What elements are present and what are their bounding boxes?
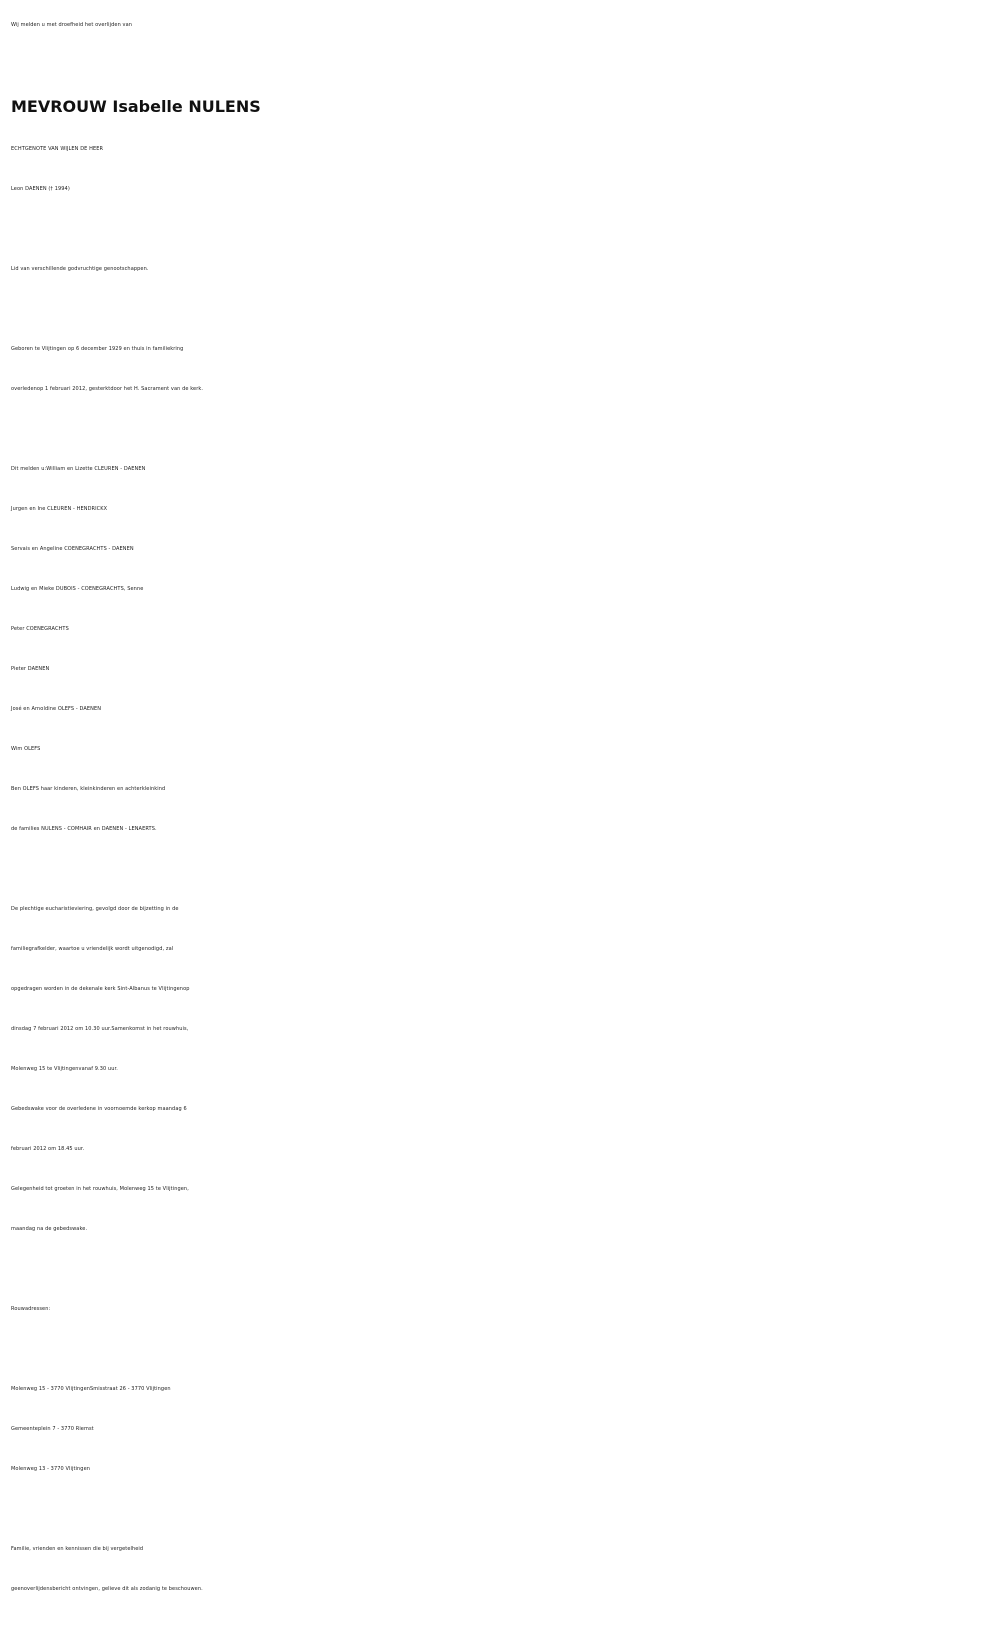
address-line: Molenweg 15 - 3770 VlijtingenSmisstraat 26 - 3770 Vlijtingen <box>11 1386 171 1392</box>
ceremony-line: familiegrafkelder, waartoe u vriendelijk wordt uitgenodigd, zal <box>11 946 174 952</box>
birth-death-line: Geboren te Vlijtingen op 6 december 1929 en thuis in familiekring <box>11 346 184 352</box>
spouse-line-2: Leon DAENEN († 1994) <box>11 186 70 192</box>
ceremony-line: Gelegenheid tot groeten in het rouwhuis, Molenweg 15 te Vlijtingen, <box>11 1186 189 1192</box>
announcer-line: de families NULENS - COMHAIR en DAENEN - LENAERTS. <box>11 826 157 832</box>
announcer-line: Ludwig en Mieke DUBOIS - COENEGRACHTS, Senne <box>11 586 144 592</box>
address-line: Molenweg 13 - 3770 Vlijtingen <box>11 1466 91 1472</box>
spacer <box>11 1329 996 1369</box>
spacer <box>11 1489 996 1529</box>
announcer-line: Pieter DAENEN <box>11 666 50 672</box>
announcer-line: José en Arnoldine OLEFS - DAENEN <box>11 706 102 712</box>
spouse-line-1: ECHTGENOTE VAN WIJLEN DE HEER <box>11 146 104 152</box>
ceremony-line: Gebedswake voor de overledene in voornoemde kerkop maandag 6 <box>11 1106 187 1112</box>
address-line: Gemeenteplein 7 - 3770 Riemst <box>11 1426 94 1432</box>
announcer-line: Wim OLEFS <box>11 746 41 752</box>
obituary-notice <box>11 5 996 1609</box>
addresses-heading: Rouwadressen: <box>11 1306 51 1312</box>
announcer-line: Peter COENEGRACHTS <box>11 626 69 632</box>
announcer-line: Dit melden u:William en Lizette CLEUREN - DAENEN <box>11 466 146 472</box>
announcer-line: Jurgen en Ine CLEUREN - HENDRICKX <box>11 506 108 512</box>
spacer <box>11 209 996 249</box>
announcer-line: Ben OLEFS haar kinderen, kleinkinderen en achterkleinkind <box>11 786 166 792</box>
ceremony-line: De plechtige eucharistieviering, gevolgd door de bijzetting in de <box>11 906 179 912</box>
ceremony-line: dinsdag 7 februari 2012 om 10.30 uur.Samenkomst in het rouwhuis, <box>11 1026 189 1032</box>
spacer <box>11 849 996 889</box>
closing-line: Familie, vrienden en kennissen die bij vergetelheid <box>11 1546 144 1552</box>
spacer <box>11 1249 996 1289</box>
spacer <box>11 409 996 449</box>
ceremony-line: februari 2012 om 18.45 uur. <box>11 1146 85 1152</box>
ceremony-line: opgedragen worden in de dekenale kerk Sint-Albanus te Vlijtingenop <box>11 986 190 992</box>
intro-text: Wij melden u met droefheid het overlijden van <box>11 22 133 28</box>
birth-death-line: overledenop 1 februari 2012, gesterktdoor het H. Sacrament van de kerk. <box>11 386 204 392</box>
ceremony-line: Molenweg 15 te Vlijtingenvanaf 9.30 uur. <box>11 1066 118 1072</box>
spacer <box>11 45 996 85</box>
membership-text: Lid van verschillende godvruchtige genootschappen. <box>11 266 149 272</box>
spacer <box>11 289 996 329</box>
ceremony-line: maandag na de gebedswake. <box>11 1226 88 1232</box>
closing-line: geenoverlijdensbericht ontvingen, gelieve dit als zodanig te beschouwen. <box>11 1586 203 1592</box>
deceased-name-heading: MEVROUW Isabelle NULENS <box>11 97 261 116</box>
announcer-line: Servais en Angeline COENEGRACHTS - DAENEN <box>11 546 134 552</box>
